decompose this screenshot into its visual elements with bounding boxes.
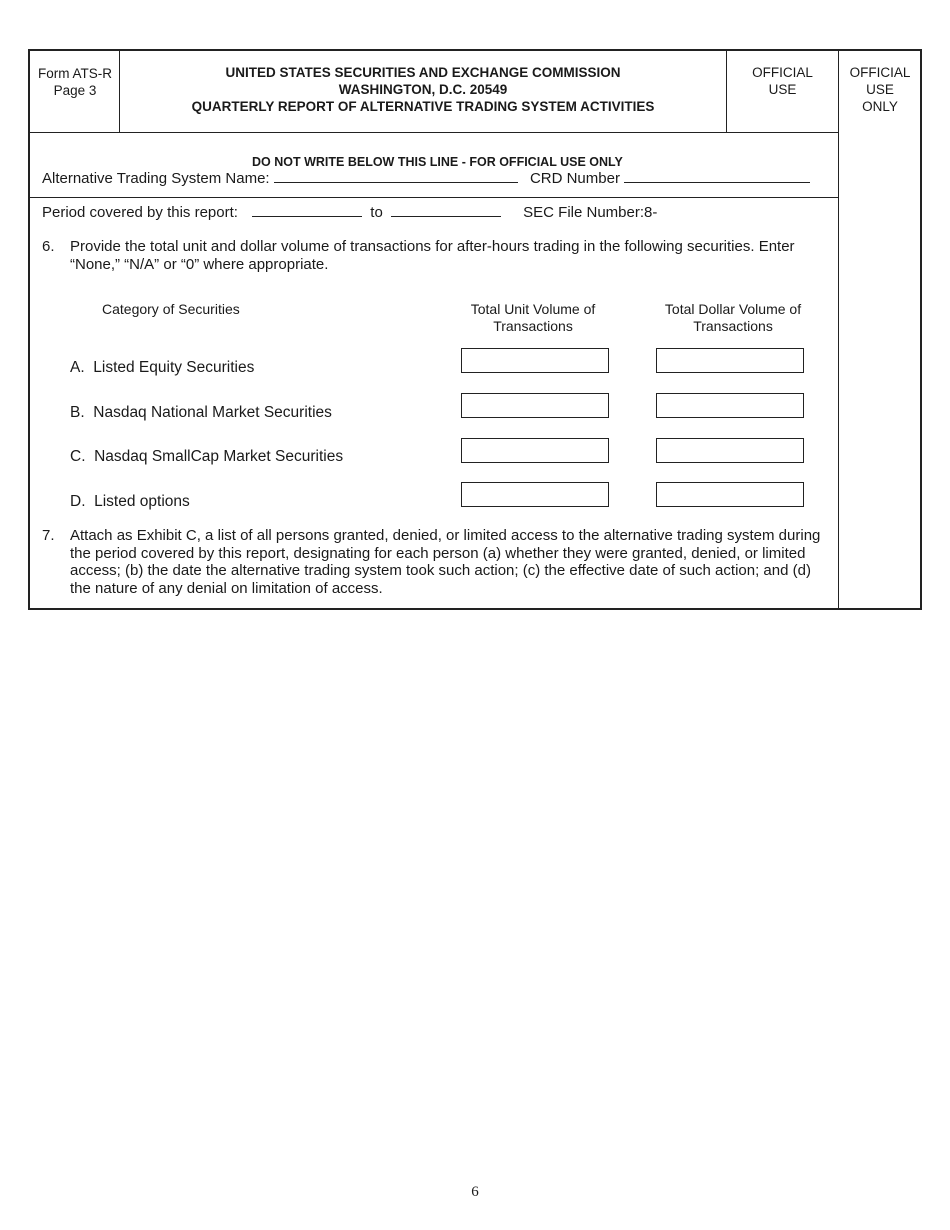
official-use-line2: USE (768, 82, 797, 97)
form-id-line2: Page 3 (53, 83, 97, 98)
row-label-a: A. Listed Equity Securities (70, 359, 255, 376)
col-unit-header (453, 301, 613, 335)
period-row (42, 204, 657, 221)
q6-text: Provide the total unit and dollar volume of transactions for after-hours trading in the following securities. Enter “None,” “N/A” or “0” where appropriate. (70, 238, 795, 273)
official-column-divider (838, 49, 839, 610)
row-a-unit-input[interactable] (461, 348, 609, 373)
form-title (120, 64, 726, 115)
row-label-b: B. Nasdaq National Market Securities (70, 404, 332, 421)
official-use-only (839, 64, 921, 115)
agency-address: WASHINGTON, D.C. 20549 (338, 82, 508, 97)
form-id-line1: Form ATS-R (38, 66, 112, 81)
row-label-d: D. Listed options (70, 493, 190, 510)
q7-text: Attach as Exhibit C, a list of all persons granted, denied, or limited access to the alternative trading system during the period covered by this report, designating for each person (a) whether they were granted, denied, or limited access; (b) the date the alternative trading system took such action; (c) the effective date of such action; and (d) the nature of any denial on limitation of access. (70, 527, 821, 597)
q7-number: 7. (42, 527, 55, 544)
ats-name-label: Alternative Trading System Name: (42, 170, 270, 187)
row-a-dollar-input[interactable] (656, 348, 804, 373)
sec-file-label: SEC File Number:8- (523, 204, 658, 221)
col-dollar-header (648, 301, 818, 335)
frame-bottom (28, 608, 922, 610)
frame-left (28, 49, 30, 610)
col-dollar-header-line2: Transactions (693, 318, 773, 334)
q6-number: 6. (42, 238, 55, 255)
period-to-label: to (370, 204, 383, 221)
name-row-rule (28, 197, 839, 198)
row-label-c: C. Nasdaq SmallCap Market Securities (70, 448, 344, 465)
row-c-unit-input[interactable] (461, 438, 609, 463)
ats-name-row (42, 170, 832, 187)
report-title: QUARTERLY REPORT OF ALTERNATIVE TRADING SYSTEM ACTIVITIES (191, 99, 655, 114)
official-use (727, 64, 838, 98)
row-b-unit-input[interactable] (461, 393, 609, 418)
official-use-only-line2: USE (866, 82, 894, 97)
col-unit-header-line1: Total Unit Volume of (470, 301, 596, 317)
official-use-notice: DO NOT WRITE BELOW THIS LINE - FOR OFFICIAL USE ONLY (252, 155, 623, 169)
period-from-field[interactable] (252, 204, 362, 217)
frame-top (28, 49, 922, 51)
official-use-line1: OFFICIAL (752, 65, 813, 80)
official-use-only-line1: OFFICIAL (849, 65, 911, 80)
row-b-dollar-input[interactable] (656, 393, 804, 418)
page-number: 6 (471, 1184, 479, 1200)
col-unit-header-line2: Transactions (493, 318, 573, 334)
crd-label: CRD Number (529, 170, 620, 187)
col-category-header: Category of Securities (102, 301, 240, 317)
row-d-unit-input[interactable] (461, 482, 609, 507)
col-dollar-header-line1: Total Dollar Volume of (664, 301, 802, 317)
frame-right (920, 49, 922, 610)
row-c-dollar-input[interactable] (656, 438, 804, 463)
row-d-dollar-input[interactable] (656, 482, 804, 507)
official-use-only-line3: ONLY (862, 99, 898, 114)
period-label: Period covered by this report: (42, 204, 238, 221)
agency-name: UNITED STATES SECURITIES AND EXCHANGE COMMISSION (225, 65, 621, 80)
crd-field[interactable] (624, 170, 810, 183)
period-to-field[interactable] (391, 204, 501, 217)
header-bottom-rule (28, 132, 839, 133)
ats-name-field[interactable] (274, 170, 518, 183)
form-id (30, 51, 120, 99)
